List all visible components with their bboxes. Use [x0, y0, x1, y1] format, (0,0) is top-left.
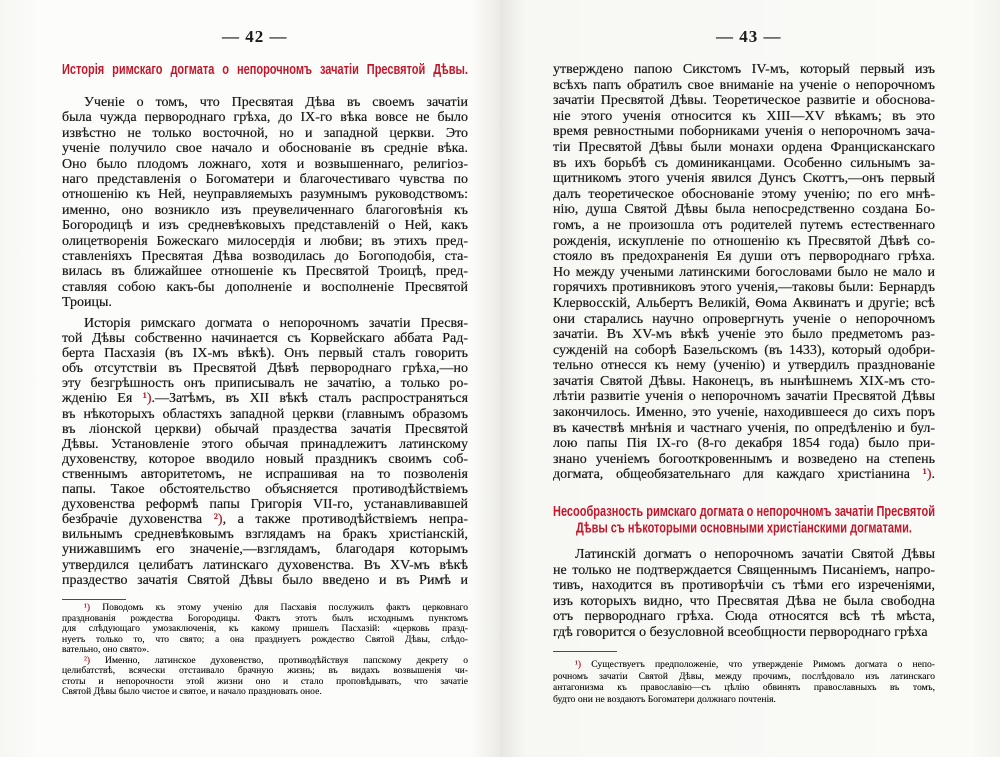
text-line: Богородицѣ и изъ средневѣковыхъ представленій о Ней, какъ: [62, 218, 468, 234]
text-line: Троицы.: [62, 295, 112, 311]
text-line: нію, душа Святой Дѣвы была непосредственно создана Бо-: [553, 202, 935, 218]
footnote-line: ²) Именно, латинское духовенство, противодѣйствуя папскому декрету о: [84, 654, 468, 666]
text-line: жденію Ея ¹).—Затѣмъ, въ XII вѣкѣ сталъ распространяться: [62, 391, 469, 407]
text-line: гдѣ говорится о безусловной всеобщности первороднаго грѣха: [553, 624, 928, 640]
footnote-line: вательно, оно свято».: [62, 644, 150, 655]
text-line: лѣтіи развитіе ученія о непорочномъ зачатіи Пресвятой Дѣвы: [553, 389, 935, 405]
text-line: зачатіи Пресвятой Дѣвы. Теоретическое развитіе и обоснова-: [553, 93, 935, 109]
footnote-line: будто они не воздаютъ Богоматери должнаго почтенія.: [553, 693, 776, 705]
footnote-line: ¹) Существуетъ предположеніе, что утвержденіе Римомъ догмата о непо-: [575, 659, 935, 670]
text-line: въ качествѣ мнѣнія и частнаго ученія, по опредѣленію и бул-: [553, 420, 935, 436]
paragraph: [62, 316, 468, 588]
text-line: отношенію къ Ней, неуправляемыхъ разумнымъ руководствомъ:: [62, 187, 468, 203]
text-line: горячихъ противниковъ этого ученія,—таковы были: Бернардъ: [553, 280, 935, 296]
footnote: [62, 603, 468, 656]
text-line: утвердился целибатъ латинскаго духовенства. Въ XV-мъ вѣкѣ: [62, 557, 468, 573]
text-line: они старались научно опровергнуть ученіе о непорочномъ: [553, 311, 935, 327]
text-line: духовенству, которое вводило новый праздникъ своимъ соб-: [62, 451, 468, 467]
text-line: лою папы Пія IX-го (8-го декабря 1854 года) было при-: [553, 436, 935, 452]
footnote-marker: ¹): [575, 659, 582, 670]
text-line: безбрачіе духовенства ²), а также противодѣйствіемъ непра-: [62, 512, 468, 528]
footnote-line: стоты и непорочности этой жизни оно и стало проповѣдывать, что зачатіе: [62, 675, 468, 687]
text-line: тивъ, находится въ противорѣчіи съ тѣми его изреченіями,: [553, 578, 935, 594]
footnote: [553, 659, 935, 705]
text-line: не только не подтверждается Священнымъ Писаніемъ, напро-: [553, 562, 935, 578]
footnote-marker: ²): [84, 654, 91, 666]
text-line: въ нѣкоторыхъ областяхъ западной церкви (главнымъ образомъ: [62, 406, 468, 422]
page-number: — 43 —: [716, 27, 782, 46]
footnote-divider: [62, 599, 126, 600]
text-line: духовенства реформѣ папы Григорія VII-го, устанавливавшей: [62, 497, 468, 513]
text-line: зачатія Святой Дѣвы. Наконецъ, въ нынѣшнемъ XIX-мъ сто-: [553, 373, 935, 389]
text-line: время ревностными поборниками ученія о непорочномъ зача-: [553, 124, 935, 140]
paragraph: [553, 547, 935, 641]
text-line: тельно отнесся къ нему (ученію) и утвердилъ празднованіе: [553, 358, 935, 374]
footnote-line: нуетъ только то, что свято; а она празднуетъ рождество Святой Дѣвы, слѣдо-: [62, 633, 468, 645]
footnote-divider: [553, 651, 617, 652]
footnote-line: для слѣдующаго умозаключенія, къ какому пришелъ Пасхазій: «церковь празд-: [62, 623, 468, 634]
text-line: изъ которыхъ видно, что Пресвятая Дѣва не была свободна: [553, 593, 935, 609]
text-line: далъ теоретическое обоснованіе этому ученію; по его мнѣ-: [553, 186, 935, 202]
text-line: Ученіе о томъ, что Пресвятая Дѣва въ своемъ зачатіи: [84, 95, 468, 110]
text-line: была чужда первороднаго грѣха, до IX-го вѣка вовсе не было: [62, 110, 468, 126]
text-line: папы. Такое обстоятельство объясняется противодѣйствіемъ: [62, 482, 468, 498]
text-line: Исторія римскаго догмата о непорочномъ зачатіи Пресвя-: [84, 316, 468, 331]
text-line: Латинскій догматъ о непорочномъ зачатіи Святой Дѣвы: [575, 547, 935, 562]
text-line: знано ученіемъ богооткровеннымъ и возведено на степень: [553, 451, 935, 467]
footnote: [62, 656, 468, 698]
heading-line: Дѣвы съ нѣкоторыми основными христіанскими догматами.: [576, 520, 912, 537]
text-line: эту безгрѣшность онъ приписывалъ не зачатію, а только ро-: [62, 376, 468, 392]
text-line: праздество зачатія Святой Дѣвы было введено и въ Римѣ и: [62, 572, 468, 588]
text-line: Дѣвы. Установленіе этого обычая принадлежитъ латинскому: [62, 436, 468, 452]
text-line: закончилось. Именно, это ученіе, находившееся до сихъ поръ: [553, 405, 935, 421]
text-line: ставленіяхъ Пресвятая Дѣва возводилась до Богоподобія, ста-: [62, 249, 468, 265]
paragraph: [62, 95, 468, 311]
page-number: — 42 —: [222, 27, 288, 46]
text-line: наго представленія о Богоматери и благочестиваго чувства по: [62, 172, 468, 188]
text-line: объ отсутствіи въ Пресвятой Дѣвѣ первороднаго грѣха,—но: [62, 361, 468, 377]
footnote-line: ¹) Поводомъ къ этому ученію для Пасхавія послужилъ фактъ церковнаго: [84, 602, 468, 613]
text-line: въ ихъ борьбѣ съ доминиканцами. Особенно сильнымъ за-: [553, 155, 935, 171]
footnote-line: Святой Дѣвы было чистое и святое, и начало праздновать оное.: [62, 686, 322, 697]
text-line: въ ліонской церкви) обычай праздества зачатія Пресвятой: [62, 421, 468, 437]
text-line: ніе этого ученія относится къ XIII—XV вѣкамъ; въ это: [553, 108, 935, 124]
text-line: щитникомъ этого ученія явился Дунсъ Скоттъ,—онъ первый: [553, 171, 935, 187]
paragraph: [553, 62, 935, 483]
text-line: берта Пасхазія (въ IX-мъ вѣкѣ). Онъ первый сталъ говорить: [62, 346, 468, 362]
footnote-marker: ¹): [84, 602, 91, 613]
text-line: тіи Пресвятой Дѣвы были монахи ордена Францисканскаго: [553, 139, 935, 155]
text-line: гомъ, а не произошла отъ родителей путемъ естественнаго: [553, 217, 935, 233]
section-heading: [62, 62, 468, 78]
footnote-line: празднованія рождества Богородицы. Фактъ этотъ былъ исходнымъ пунктомъ: [62, 612, 468, 624]
text-line: ученіе получило свое начало и обоснованіе въ средніе вѣка.: [62, 141, 468, 157]
text-line: рожденія, искупленіе по отношенію къ Пресвятой Дѣвѣ со-: [553, 233, 935, 249]
text-line: олицетворенія Божескаго милосердія и любви; въ этихъ пред-: [62, 233, 468, 249]
text-line: догмата, общеобязательнаго для каждаго христіанина ¹).: [553, 467, 935, 483]
footnote-marker: ²): [213, 512, 223, 528]
text-line: сужденій на соборѣ Базельскомъ (въ 1433), который одобри-: [553, 342, 935, 358]
text-line: унижавшимъ его значеніе,—взглядамъ, благодаря которымъ: [62, 542, 468, 558]
text-line: той Дѣвы собственно начинается съ Корвейскаго аббата Рад-: [62, 331, 468, 347]
footnote-marker: ¹): [142, 391, 152, 407]
section-heading: [553, 504, 935, 536]
footnote-line: целибатствѣ, всячески отстаивало брачную жизнь; въ видахъ возвышенія чи-: [62, 665, 468, 676]
text-line: Но между учеными латинскими богословами было не мало и: [553, 264, 935, 280]
text-line: вилась въ ближайшее отношеніе къ Пресвятой Троицѣ, пред-: [62, 264, 468, 280]
text-line: ственнымъ авторитетомъ, не испрашивая на то позволенія: [62, 466, 468, 482]
right-page: [500, 0, 1000, 757]
footnote-marker: ¹): [922, 467, 932, 483]
footnote-line: рочномъ зачатіи Святой Дѣвы, между прочимъ, послѣдовало изъ латинскаго: [553, 670, 935, 682]
text-line: Оно было плодомъ ложнаго, хотя и возвышеннаго, религіоз-: [62, 156, 468, 172]
text-line: зачатіи. Въ XV-мъ вѣкѣ ученіе это было предметомъ раз-: [553, 327, 935, 343]
text-line: отъ первороднаго грѣха. Сюда относятся всѣ тѣ мѣста,: [553, 609, 935, 625]
text-line: Клервосскій, Альбертъ Великій, Ѳома Аквинатъ и другіе; всѣ: [553, 295, 935, 311]
text-line: именно, оно возникло изъ преувеличеннаго благоговѣнія къ: [62, 202, 468, 218]
heading-line: Исторія римскаго догмата о непорочномъ зачатіи Пресвятой Дѣвы.: [62, 62, 468, 79]
text-line: извѣстно не только восточной, но и западной церкви. Это: [62, 125, 468, 141]
text-line: вильнымъ средневѣковымъ взглядамъ на бракъ христіанскій,: [62, 527, 468, 543]
text-line: утверждено папою Сикстомъ IV-мъ, который первый изъ: [553, 62, 935, 77]
footnote-line: антагонизма къ православію—съ цѣлію обвинять православныхъ въ томъ,: [553, 682, 935, 694]
text-line: стояло въ предохраненія Ея души отъ первороднаго грѣха.: [553, 249, 935, 265]
text-line: всѣхъ папъ обратилъ свое вниманіе на ученіе о непорочномъ: [553, 77, 935, 93]
text-line: ставляя собою какъ-бы дополненіе и восполненіе Пресвятой: [62, 279, 468, 295]
heading-line: Несообразность римскаго догмата о непорочномъ зачатіи Пресвятой: [553, 504, 935, 521]
